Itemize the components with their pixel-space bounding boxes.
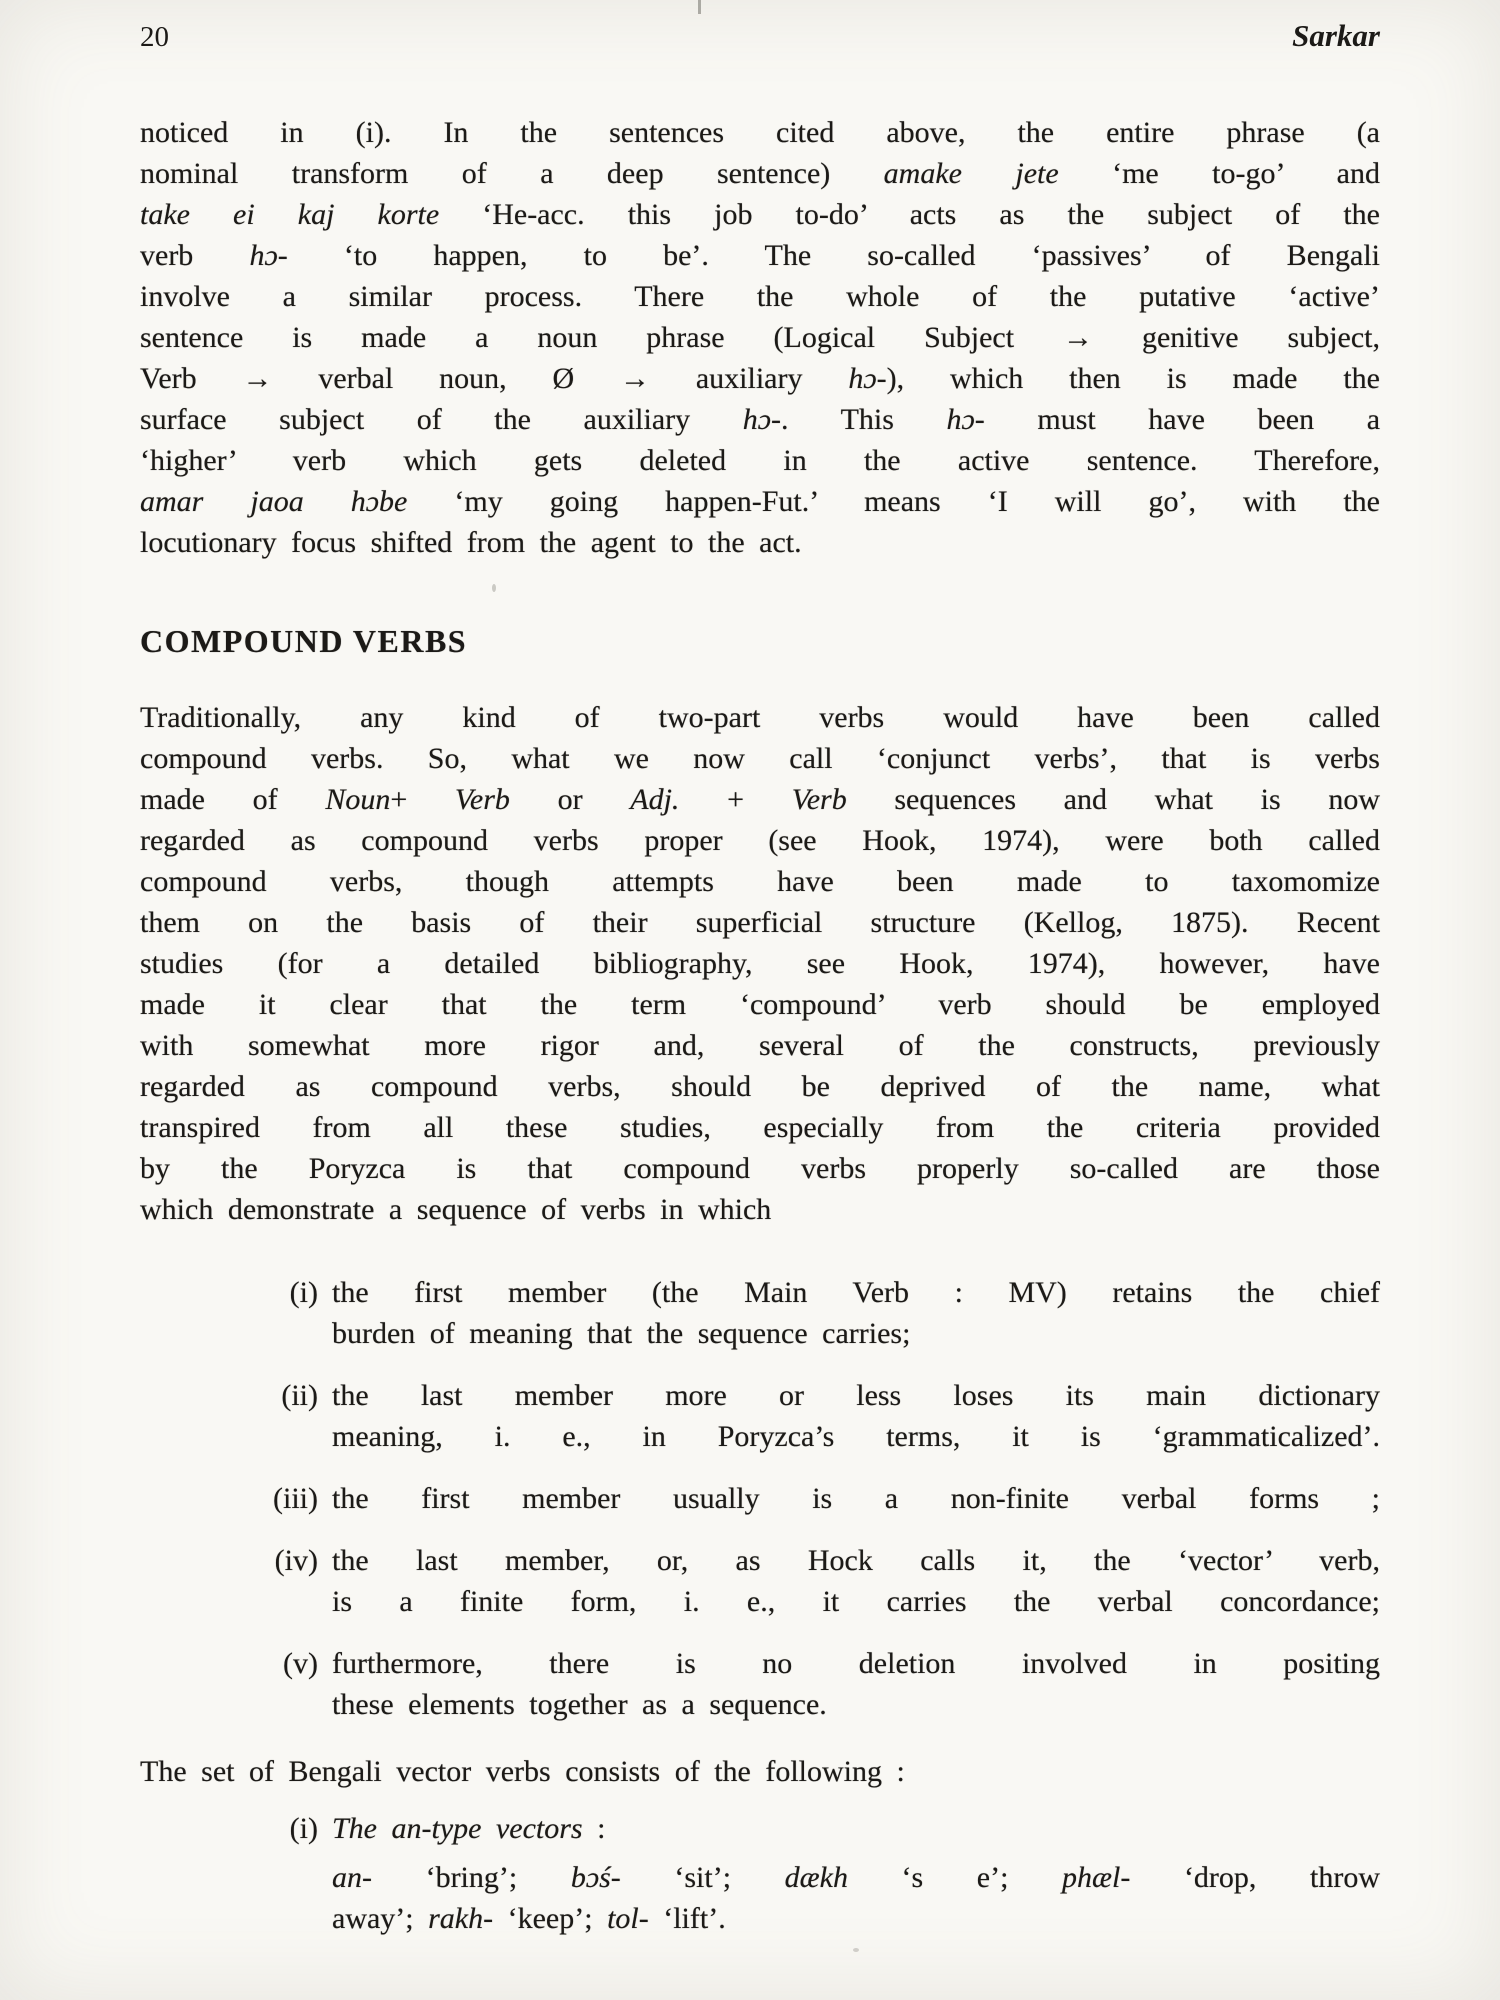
- text-line: compound verbs, though attempts have been made to taxomomize: [140, 865, 1380, 898]
- text-line: Verb → verbal noun, Ø → auxiliary hɔ-), which then is made the: [140, 362, 1380, 395]
- text-line: transpired from all these studies, especially from the criteria provided: [140, 1111, 1380, 1144]
- running-head: Sarkar: [1292, 18, 1380, 53]
- list-marker: (ii): [281, 1379, 318, 1412]
- list-marker: (i): [289, 1276, 318, 1309]
- list-item-body: [332, 1540, 1380, 1622]
- section-heading: COMPOUND VERBS: [140, 623, 468, 659]
- text-line: with somewhat more rigor and, several of the constructs, previously: [140, 1029, 1380, 1062]
- list-marker: (iii): [273, 1482, 318, 1515]
- list-item: [260, 1540, 1380, 1622]
- text-line: the first member usually is a non-finite verbal forms ;: [332, 1482, 1380, 1515]
- text-line: meaning, i. e., in Poryzca’s terms, it is ‘grammaticalized’.: [332, 1420, 1380, 1453]
- text-line: ‘higher’ verb which gets deleted in the active sentence. Therefore,: [140, 444, 1380, 477]
- list-item: [260, 1808, 1380, 1939]
- list-item: [260, 1272, 1380, 1354]
- text-line: furthermore, there is no deletion involved in positing: [332, 1647, 1380, 1680]
- text-line: the first member (the Main Verb : MV) retains the chief: [332, 1276, 1380, 1309]
- text-line: amar jaoa hɔbe ‘my going happen-Fut.’ means ‘I will go’, with the: [140, 485, 1380, 518]
- text-line: the last member, or, as Hock calls it, the ‘vector’ verb,: [332, 1544, 1380, 1577]
- text-line: surface subject of the auxiliary hɔ-. This hɔ- must have been a: [140, 403, 1381, 436]
- text-line: is a finite form, i. e., it carries the verbal concordance;: [332, 1585, 1380, 1618]
- list-item: [260, 1643, 1380, 1725]
- page-header: [140, 18, 1380, 62]
- text-line: which demonstrate a sequence of verbs in which: [140, 1193, 772, 1226]
- text-line: away’; rakh- ‘keep’; tol- ‘lift’.: [332, 1902, 726, 1935]
- list-item-body: [332, 1478, 1380, 1519]
- list-item: [260, 1478, 1380, 1519]
- list-item-body: [332, 1272, 1380, 1354]
- list-item: [260, 1375, 1380, 1457]
- text-line: an- ‘bring’; bɔś- ‘sit’; dækh ‘s e’; phæl- ‘drop, throw: [332, 1861, 1380, 1894]
- vector-type-heading: The an-type vectors :: [332, 1812, 606, 1845]
- section-paragraph: [140, 697, 1380, 1230]
- list-item-body: [332, 1375, 1380, 1457]
- text-line: regarded as compound verbs proper (see Hook, 1974), were both called: [140, 824, 1380, 857]
- text-line: made it clear that the term ‘compound’ verb should be employed: [140, 988, 1380, 1021]
- page-number: 20: [140, 21, 169, 53]
- text-line: locutionary focus shifted from the agent to the act.: [140, 526, 802, 559]
- text-line: made of Noun+ Verb or Adj. + Verb sequences and what is now: [140, 783, 1380, 816]
- text-line: sentence is made a noun phrase (Logical Subject → genitive subject,: [140, 321, 1380, 354]
- text-line: compound verbs. So, what we now call ‘conjunct verbs’, that is verbs: [140, 742, 1380, 775]
- text-line: take ei kaj korte ‘He-acc. this job to-do’ acts as the subject of the: [140, 198, 1380, 231]
- text-line: the last member more or less loses its main dictionary: [332, 1379, 1380, 1412]
- text-line: verb hɔ- ‘to happen, to be’. The so-called ‘passives’ of Bengali: [140, 239, 1380, 272]
- criteria-list: [260, 1272, 1380, 1725]
- list-item-body: [332, 1643, 1380, 1725]
- text-line: Traditionally, any kind of two-part verbs would have been called: [140, 701, 1380, 734]
- text-line: involve a similar process. There the whole of the putative ‘active’: [140, 280, 1380, 313]
- scan-artifact: [698, 0, 701, 14]
- text-line: them on the basis of their superficial structure (Kellog, 1875). Recent: [140, 906, 1380, 939]
- text-line: by the Poryzca is that compound verbs properly so-called are those: [140, 1152, 1380, 1185]
- text-line: noticed in (i). In the sentences cited above, the entire phrase (a: [140, 116, 1380, 149]
- list-marker: (v): [283, 1647, 318, 1680]
- intro-paragraph: [140, 112, 1380, 563]
- list-item-body: [332, 1808, 1380, 1939]
- vector-list: [260, 1808, 1380, 1939]
- text-line: regarded as compound verbs, should be deprived of the name, what: [140, 1070, 1380, 1103]
- text-line: these elements together as a sequence.: [332, 1688, 827, 1721]
- list-marker: (i): [289, 1812, 318, 1845]
- text-line: burden of meaning that the sequence carries;: [332, 1317, 911, 1350]
- closing-line: The set of Bengali vector verbs consists of the following :: [140, 1755, 905, 1788]
- text-block: [140, 18, 1380, 1960]
- list-marker: (iv): [274, 1544, 318, 1577]
- text-line: nominal transform of a deep sentence) amake jete ‘me to-go’ and: [140, 157, 1380, 190]
- text-line: studies (for a detailed bibliography, see Hook, 1974), however, have: [140, 947, 1380, 980]
